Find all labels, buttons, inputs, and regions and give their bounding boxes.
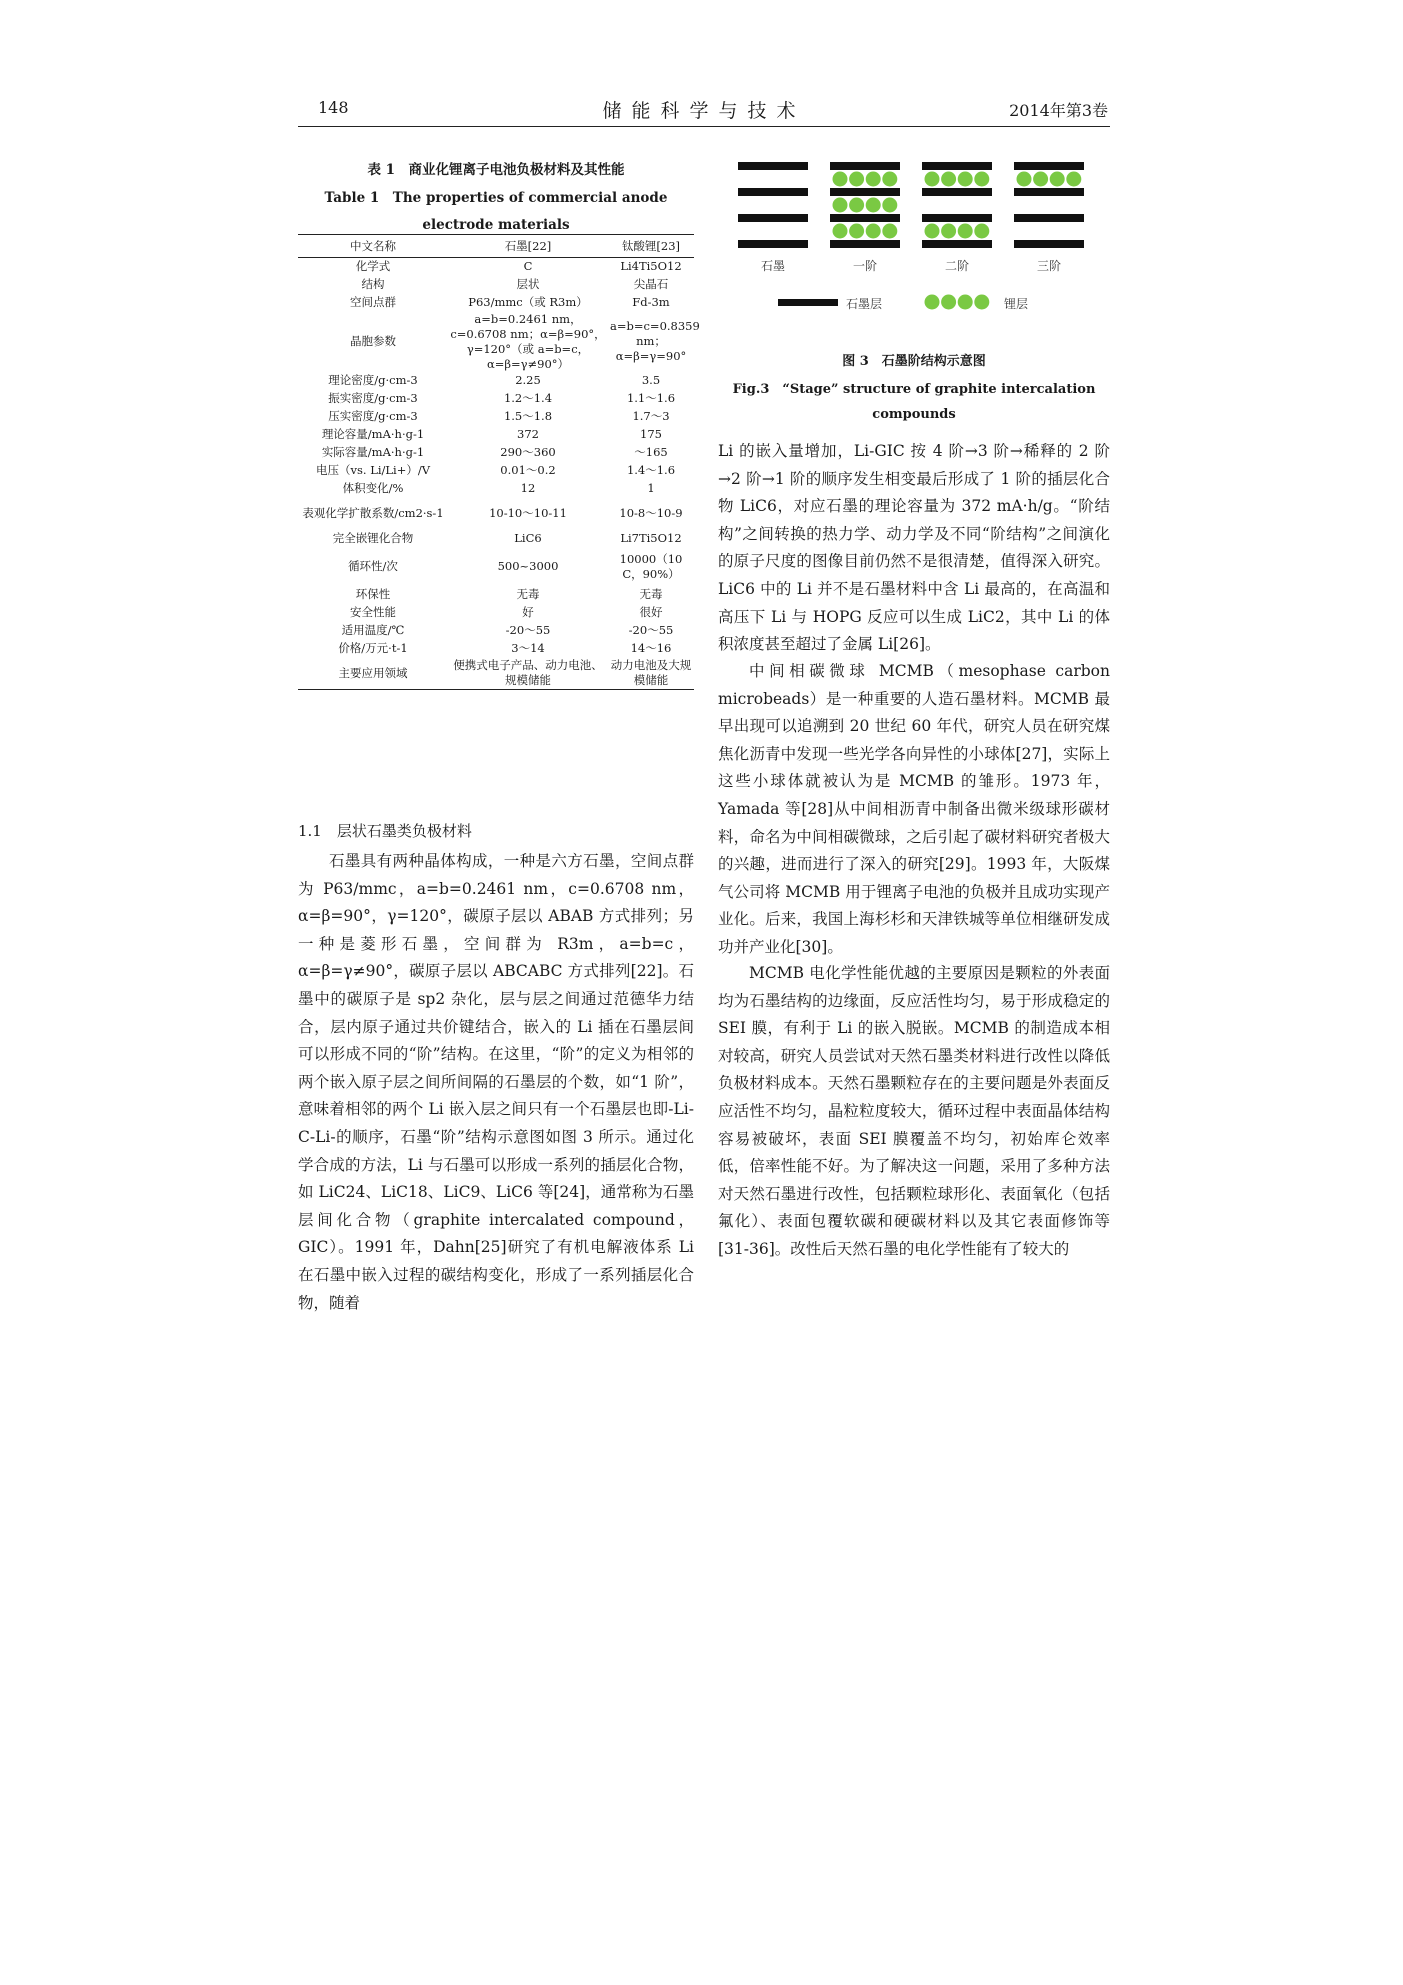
table-cell: a=b=c=0.8359 nm；α=β=γ=90°: [610, 319, 700, 363]
table-cell: 体积变化/%: [342, 481, 404, 495]
table-cell: -20～55: [505, 623, 551, 637]
table-cell: 完全嵌锂化合物: [332, 531, 414, 545]
table-row: [298, 530, 694, 548]
lithium-atom: [1017, 172, 1032, 187]
table-cell: P63/mmc（或 R3m）: [468, 295, 588, 309]
table-cell: 1: [647, 481, 655, 495]
page-header: [298, 96, 1110, 127]
table-row: [298, 640, 694, 658]
table-cell: 结构: [361, 277, 385, 291]
table-cell: a=b=0.2461 nm，c=0.6708 nm；α=β=90°，γ=120°（或 a=b=c，α=β=γ≠90°）: [450, 311, 606, 371]
graphite-layer: [830, 240, 900, 248]
table-cell: 很好: [639, 605, 663, 619]
legend-graphite-label: 石墨层: [846, 297, 883, 311]
table-cell: 无毒: [639, 587, 663, 601]
table-cell: 振实密度/g·cm-3: [328, 391, 418, 405]
body-paragraph-right-1: Li 的嵌入量增加，Li-GIC 按 4 阶→3 阶→稀释的 2 阶→2 阶→1 阶的顺序发生相变最后形成了 1 阶的插层化合物 LiC6，对应石墨的理论容量为 372 mA·h/g。“阶结构”之间转换的热力学、动力学及不同“阶结构”之间演化的原子尺度的图像目前仍然不是很清楚，值得深入研究。LiC6 中的 Li 并不是石墨材料中含 Li 最高的，在高温和高压下 Li 与 HOPG 反应可以生成 LiC2，其中 Li 的体积浓度甚至超过了金属 Li[26]。: [718, 442, 1110, 654]
table-cell: 化学式: [355, 259, 391, 274]
table-cell: 价格/万元·t-1: [338, 641, 408, 655]
column-header: 中文名称: [298, 235, 448, 258]
table-cell: 1.7～3: [632, 409, 670, 423]
table-cell: 3.5: [641, 373, 661, 387]
table-caption-en: Table 1 The properties of commercial anode electrode materials: [324, 190, 668, 233]
stage-label: 二阶: [944, 259, 970, 273]
table-cell: 好: [522, 605, 534, 619]
properties-table: [298, 234, 700, 690]
lithium-atom: [958, 224, 973, 239]
figure-caption-cn: 图 3 石墨阶结构示意图: [842, 354, 986, 369]
table-row: [298, 548, 694, 586]
lithium-atom: [882, 172, 897, 187]
table-caption-cn: 表 1 商业化锂离子电池负极材料及其性能: [367, 162, 625, 178]
lithium-atom: [866, 172, 881, 187]
legend-lithium-swatch: [941, 295, 956, 310]
lithium-atom: [849, 172, 864, 187]
section-heading: 1.1 层状石墨类负极材料: [298, 822, 472, 840]
table-cell: 500~3000: [497, 559, 559, 573]
table-cell: 主要应用领域: [298, 658, 448, 690]
table-cell: 循环性/次: [348, 559, 398, 573]
graphite-layer: [922, 188, 992, 196]
body-paragraph-right-3: MCMB 电化学性能优越的主要原因是颗粒的外表面均为石墨结构的边缘面，反应活性均匀，易于形成稳定的 SEI 膜，有利于 Li 的嵌入脱嵌。MCMB 的制造成本相对较高，研究人员尝试对天然石墨类材料进行改性以降低负极材料成本。天然石墨颗粒存在的主要问题是外表面反应活性不均匀，晶粒粒度较大，循环过程中表面晶体结构容易被破坏，表面 SEI 膜覆盖不均匀，初始库仑效率低，倍率性能不好。为了解决这一问题，采用了多种方法对天然石墨进行改性，包括颗粒球形化、表面氧化（包括氟化）、表面包覆软碳和硬碳材料以及其它表面修饰等[31-36]。改性后天然石墨的电化学性能有了较大的: [718, 964, 1110, 1258]
table-row: [298, 258, 694, 276]
lithium-atom: [1033, 172, 1048, 187]
table-cell: 0.01～0.2: [500, 463, 556, 477]
table-header-row: [298, 235, 694, 258]
stage-label: 三阶: [1036, 259, 1062, 273]
table-cell: 环保性: [355, 587, 391, 601]
table-cell: 适用温度/℃: [341, 623, 405, 637]
lithium-atom: [1066, 172, 1081, 187]
table-cell: 表观化学扩散系数/cm2·s-1: [302, 506, 444, 520]
table-row: [298, 390, 694, 408]
lithium-atom: [925, 224, 940, 239]
lithium-atom: [882, 198, 897, 213]
table-row: [298, 426, 694, 444]
table-cell: 层状: [516, 277, 540, 291]
table-cell: 290～360: [500, 445, 556, 459]
graphite-layer: [738, 188, 808, 196]
table-row: [298, 276, 694, 294]
table-row: [298, 408, 694, 426]
graphite-layer: [1014, 214, 1084, 222]
lithium-atom: [866, 198, 881, 213]
lithium-atom: [941, 224, 956, 239]
graphite-layer: [1014, 188, 1084, 196]
lithium-atom: [941, 172, 956, 187]
table-cell: LiC6: [514, 531, 542, 545]
graphite-layer: [922, 214, 992, 222]
lithium-atom: [866, 224, 881, 239]
graphite-layer: [922, 162, 992, 170]
table-cell: 175: [640, 427, 662, 441]
table-row: [298, 498, 694, 530]
lithium-atom: [1050, 172, 1065, 187]
table-cell: Li4Ti5O12: [620, 259, 682, 274]
table-cell: 压实密度/g·cm-3: [328, 409, 418, 423]
lithium-atom: [882, 224, 897, 239]
journal-title: 储能科学与技术: [602, 100, 806, 122]
table-cell: ～165: [634, 445, 668, 459]
table-row: [298, 294, 694, 312]
table-row: [298, 480, 694, 498]
table-cell: 电压（vs. Li/Li+）/V: [315, 463, 431, 477]
table-cell: 2.25: [515, 373, 541, 387]
table-cell: 10000（10 C，90%）: [619, 551, 683, 581]
lithium-atom: [849, 224, 864, 239]
table-cell: 实际容量/mA·h·g-1: [321, 445, 425, 459]
stage-structure-figure: [718, 158, 1110, 323]
stage-label: 石墨: [760, 259, 786, 273]
table-cell: 3～14: [511, 641, 545, 655]
graphite-layer: [738, 214, 808, 222]
table-cell: 10-10～10-11: [489, 506, 567, 520]
table-cell: 1.2～1.4: [503, 391, 553, 405]
table-row: [298, 622, 694, 640]
table-cell: 372: [517, 427, 539, 441]
figure-caption-en: Fig.3 “Stage” structure of graphite intercalation compounds: [732, 382, 1096, 422]
graphite-layer: [1014, 162, 1084, 170]
column-header: 石墨[22]: [448, 235, 608, 258]
page-number: 148: [318, 98, 349, 117]
table-cell: Li7Ti5O12: [620, 531, 682, 545]
legend-lithium-label: 锂层: [1004, 297, 1029, 311]
stage-label: 一阶: [852, 259, 878, 273]
table-cell: 便携式电子产品、动力电池、规模储能: [448, 658, 608, 690]
table-cell: 1.5～1.8: [503, 409, 553, 423]
table-row: [298, 312, 694, 372]
lithium-atom: [833, 172, 848, 187]
table-cell: 理论容量/mA·h·g-1: [321, 427, 425, 441]
table-cell: Fd-3m: [632, 295, 670, 309]
body-paragraph-left: 石墨具有两种晶体构成，一种是六方石墨，空间点群为 P63/mmc，a=b=0.2461 nm，c=0.6708 nm，α=β=90°，γ=120°，碳原子层以 ABAB 方式排列；另一种是菱形石墨，空间群为 R3m，a=b=c，α=β=γ≠90°，碳原子层以 ABCABC 方式排列[22]。石墨中的碳原子是 sp2 杂化，层与层之间通过范德华力结合，层内原子通过共价键结合，嵌入的 Li 插在石墨层间可以形成不同的“阶”结构。在这里，“阶”的定义为相邻的两个嵌入原子层之间所间隔的石墨层的个数，如“1 阶”，意味着相邻的两个 Li 嵌入层之间只有一个石墨层也即-Li-C-Li-的顺序，石墨“阶”结构示意图如图 3 所示。通过化学合成的方法，Li 与石墨可以形成一系列的插层化合物，如 LiC24、LiC18、LiC9、LiC6 等[24]，通常称为石墨层间化合物（graphite intercalated compound，GIC）。1991 年，Dahn[25]研究了有机电解液体系 Li 在石墨中嵌入过程的碳结构变化，形成了一系列插层化合物，随着: [298, 852, 694, 1312]
graphite-layer: [830, 214, 900, 222]
body-paragraph-right-2: 中间相碳微球 MCMB（mesophase carbon microbeads）是一种重要的人造石墨材料。MCMB 最早出现可以追溯到 20 世纪 60 年代，研究人员在研究煤焦化沥青中发现一些光学各向异性的小球体[27]，实际上这些小球体就被认为是 MCMB 的雏形。1973 年，Yamada 等[28]从中间相沥青中制备出微米级球形碳材料，命名为中间相碳微球，之后引起了碳材料研究者极大的兴趣，进而进行了深入的研究[29]。1993 年，大阪煤气公司将 MCMB 用于锂离子电池的负极并且成功实现产业化。后来，我国上海杉杉和天津铁城等单位相继研发成功并产业化[30]。: [718, 662, 1110, 956]
legend-lithium-swatch: [925, 295, 940, 310]
lithium-atom: [974, 224, 989, 239]
table-cell: 14～16: [630, 641, 672, 655]
legend-lithium-swatch: [958, 295, 973, 310]
table-cell: 尖晶石: [633, 277, 669, 291]
graphite-layer: [738, 162, 808, 170]
lithium-atom: [974, 172, 989, 187]
table-cell: -20～55: [628, 623, 674, 637]
legend-lithium-swatch: [974, 295, 989, 310]
table-cell: 无毒: [516, 587, 540, 601]
table-cell: 动力电池及大规模储能: [608, 658, 694, 690]
graphite-layer: [830, 162, 900, 170]
table-row: [298, 604, 694, 622]
graphite-layer: [1014, 240, 1084, 248]
table-cell: 1.4～1.6: [626, 463, 676, 477]
lithium-atom: [833, 224, 848, 239]
lithium-atom: [958, 172, 973, 187]
table-cell: C: [523, 259, 533, 274]
graphite-layer: [738, 240, 808, 248]
lithium-atom: [833, 198, 848, 213]
table-cell: 晶胞参数: [350, 334, 396, 348]
lithium-atom: [849, 198, 864, 213]
table-row: [298, 462, 694, 480]
table-row: [298, 372, 694, 390]
graphite-layer: [922, 240, 992, 248]
table-cell: 空间点群: [350, 295, 396, 309]
column-header: 钛酸锂[23]: [608, 235, 694, 258]
graphite-layer: [830, 188, 900, 196]
table-cell: 12: [520, 481, 536, 495]
legend-graphite-swatch: [778, 299, 838, 306]
table-cell: 1.1～1.6: [626, 391, 676, 405]
table-cell: 安全性能: [350, 605, 396, 619]
table-row: [298, 444, 694, 462]
table-cell: 理论密度/g·cm-3: [328, 373, 418, 387]
table-row: [298, 658, 694, 690]
volume-info: 2014年第3卷: [1009, 101, 1108, 120]
lithium-atom: [925, 172, 940, 187]
table-cell: 10-8～10-9: [619, 506, 683, 520]
table-row: [298, 586, 694, 604]
